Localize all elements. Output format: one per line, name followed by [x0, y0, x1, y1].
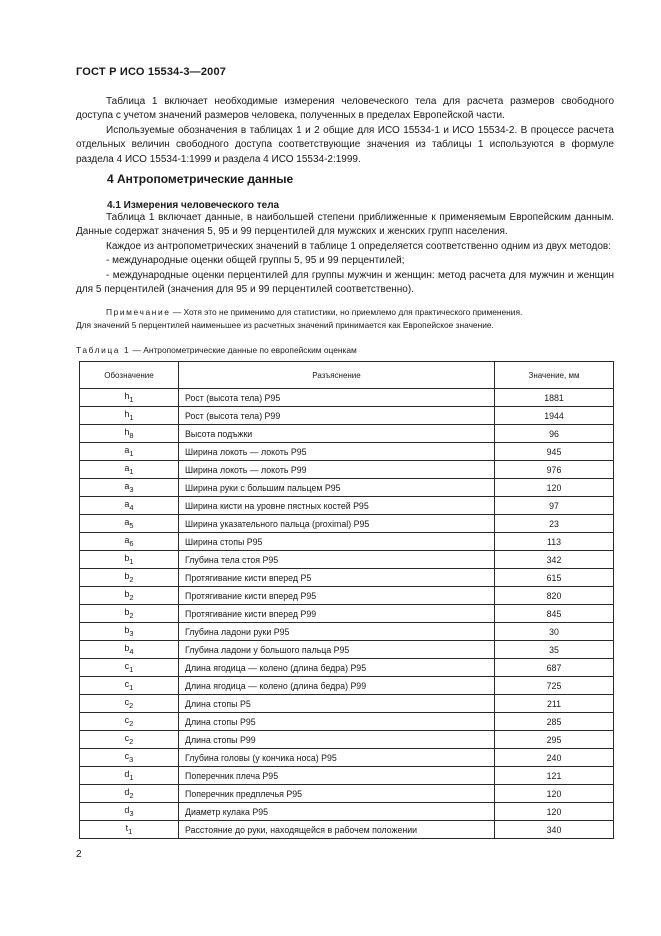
- cell-description: Диаметр кулака Р95: [179, 803, 495, 821]
- cell-description: Рост (высота тела) Р99: [179, 407, 495, 425]
- table-row: [80, 695, 614, 713]
- table-row: [80, 389, 614, 407]
- symbol-letter: d: [124, 787, 130, 798]
- cell-value: 945: [495, 443, 614, 461]
- cell-description: Ширина стопы Р95: [179, 533, 495, 551]
- table-caption-text: — Антропометрические данные по европейским оценкам: [130, 345, 357, 355]
- table-row: [80, 461, 614, 479]
- symbol-subscript: 1: [128, 826, 133, 836]
- cell-symbol: [80, 407, 179, 425]
- symbol-subscript: 2: [129, 736, 134, 746]
- cell-value: 121: [495, 767, 614, 785]
- cell-symbol: [80, 389, 179, 407]
- note-lead: Примечание: [106, 307, 171, 317]
- section-paragraph-1: Таблица 1 включает данные, в наибольшей степени приближенные к применяемым Европейским данным. Данные содержат значения 5, 95 и 99 перцентилей для мужских и женских групп населения.: [76, 212, 614, 238]
- table-row: [80, 767, 614, 785]
- table-row: [80, 443, 614, 461]
- symbol-letter: b: [124, 607, 130, 618]
- table-row: [80, 659, 614, 677]
- cell-description: Длина стопы Р99: [179, 731, 495, 749]
- cell-value: 615: [495, 569, 614, 587]
- table-row: [80, 731, 614, 749]
- intro-paragraph-2: Используемые обозначения в таблицах 1 и 2 общие для ИСО 15534-1 и ИСО 15534-2. В процессе расчета отдельных величин свободного доступа соответствующие значения из таблицы 1 используются в формуле раздела 4 ИСО 15534-1:1999 и раздела 4 ИСО 15534-2:1999.: [76, 124, 614, 165]
- table-row: [80, 803, 614, 821]
- cell-description: Рост (высота тела) Р95: [179, 389, 495, 407]
- symbol-letter: d: [124, 805, 130, 816]
- symbol-subscript: 2: [129, 592, 134, 602]
- table-caption-lead: Таблица 1: [76, 345, 131, 355]
- table-row: [80, 425, 614, 443]
- cell-symbol: [80, 803, 179, 821]
- cell-description: Протягивание кисти вперед Р95: [179, 587, 495, 605]
- cell-description: Протягивание кисти вперед Р99: [179, 605, 495, 623]
- cell-description: Длина ягодица — колено (длина бедра) Р95: [179, 659, 495, 677]
- symbol-subscript: 3: [129, 754, 134, 764]
- cell-value: 725: [495, 677, 614, 695]
- cell-value: 120: [495, 803, 614, 821]
- symbol-letter: a: [124, 535, 130, 546]
- cell-value: 342: [495, 551, 614, 569]
- symbol-subscript: 3: [129, 808, 134, 818]
- cell-symbol: [80, 785, 179, 803]
- subsection-title: 4.1 Измерения человеческого тела: [107, 200, 280, 211]
- cell-symbol: [80, 767, 179, 785]
- cell-description: Ширина кисти на уровне пястных костей Р95: [179, 497, 495, 515]
- section-paragraph-2: Каждое из антропометрических значений в таблице 1 определяется соответственно одним из двух методов:: [106, 240, 611, 252]
- table-row: [80, 605, 614, 623]
- symbol-subscript: 3: [129, 628, 134, 638]
- table-row: [80, 479, 614, 497]
- symbol-letter: c: [124, 751, 130, 762]
- symbol-subscript: 1: [129, 466, 134, 476]
- cell-description: Глубина ладони у большого пальца Р95: [179, 641, 495, 659]
- symbol-letter: c: [124, 697, 130, 708]
- cell-value: 113: [495, 533, 614, 551]
- symbol-subscript: 3: [129, 484, 134, 494]
- cell-value: 120: [495, 785, 614, 803]
- cell-symbol: [80, 443, 179, 461]
- cell-symbol: [80, 425, 179, 443]
- table-row: [80, 551, 614, 569]
- cell-value: 295: [495, 731, 614, 749]
- section-title: 4 Антропометрические данные: [107, 172, 294, 186]
- table-row: [80, 641, 614, 659]
- cell-description: Глубина головы (у кончика носа) Р95: [179, 749, 495, 767]
- cell-description: Ширина локоть — локоть Р95: [179, 443, 495, 461]
- cell-value: 1944: [495, 407, 614, 425]
- cell-symbol: [80, 659, 179, 677]
- cell-value: 35: [495, 641, 614, 659]
- document-header: ГОСТ Р ИСО 15534-3—2007: [76, 66, 227, 78]
- cell-symbol: [80, 605, 179, 623]
- intro-paragraph-1: Таблица 1 включает необходимые измерения человеческого тела для расчета размеров свободного доступа с учетом значений размеров человека, полученных в пределах Европейской части.: [76, 96, 614, 122]
- table-row: [80, 623, 614, 641]
- cell-description: Длина стопы Р5: [179, 695, 495, 713]
- cell-description: Длина ягодица — колено (длина бедра) Р99: [179, 677, 495, 695]
- symbol-subscript: 1: [129, 682, 134, 692]
- symbol-subscript: 1: [129, 394, 134, 404]
- cell-symbol: [80, 515, 179, 533]
- table-row: [80, 497, 614, 515]
- cell-symbol: [80, 749, 179, 767]
- table-row: [80, 587, 614, 605]
- list-item: - международные оценки перцентилей для группы мужчин и женщин: метод расчета для мужчин и женщин для 5 перцентилей (значения для 95 и 99 перцентилей соответственно).: [76, 269, 614, 296]
- cell-value: 240: [495, 749, 614, 767]
- symbol-subscript: 1: [129, 412, 134, 422]
- list-item: - международные оценки общей группы 5, 95 и 99 перцентилей;: [106, 255, 405, 267]
- note-block: [76, 306, 614, 332]
- cell-symbol: [80, 731, 179, 749]
- cell-symbol: [80, 623, 179, 641]
- table-header-row: [80, 362, 614, 389]
- table-row: [80, 407, 614, 425]
- intro-block: [76, 95, 614, 167]
- symbol-subscript: 2: [129, 610, 134, 620]
- symbol-letter: c: [124, 661, 130, 672]
- cell-description: Протягивание кисти вперед Р5: [179, 569, 495, 587]
- symbol-letter: b: [124, 589, 130, 600]
- symbol-letter: h: [124, 427, 130, 438]
- symbol-subscript: 1: [129, 772, 134, 782]
- symbol-letter: b: [124, 571, 130, 582]
- cell-symbol: [80, 695, 179, 713]
- table-row: [80, 713, 614, 731]
- cell-value: 97: [495, 497, 614, 515]
- symbol-letter: c: [124, 679, 130, 690]
- cell-symbol: [80, 461, 179, 479]
- symbol-subscript: 2: [129, 718, 134, 728]
- cell-description: Глубина ладони руки Р95: [179, 623, 495, 641]
- cell-value: 211: [495, 695, 614, 713]
- cell-symbol: [80, 587, 179, 605]
- cell-value: 1881: [495, 389, 614, 407]
- table-row: [80, 569, 614, 587]
- cell-symbol: [80, 533, 179, 551]
- symbol-subscript: 4: [129, 502, 134, 512]
- note-line-2: Для значений 5 перцентилей наименьшее из расчетных значений принимается как Европейское значение.: [76, 320, 494, 330]
- cell-description: Расстояние до руки, находящейся в рабочем положении: [179, 821, 495, 839]
- cell-description: Ширина указательного пальца (proximal) Р95: [179, 515, 495, 533]
- cell-value: 23: [495, 515, 614, 533]
- table-caption: [76, 345, 357, 355]
- cell-description: Ширина локоть — локоть Р99: [179, 461, 495, 479]
- cell-description: Длина стопы Р95: [179, 713, 495, 731]
- cell-symbol: [80, 497, 179, 515]
- header-description: Разъяснение: [179, 362, 495, 389]
- cell-symbol: [80, 479, 179, 497]
- table-row: [80, 749, 614, 767]
- symbol-letter: a: [124, 517, 130, 528]
- table-row: [80, 515, 614, 533]
- symbol-letter: c: [124, 715, 130, 726]
- cell-symbol: [80, 569, 179, 587]
- table-row: [80, 677, 614, 695]
- symbol-letter: b: [124, 553, 130, 564]
- note-text: — Хотя это не применимо для статистики, но приемлемо для практического применения.: [170, 307, 523, 317]
- cell-value: 96: [495, 425, 614, 443]
- symbol-letter: b: [124, 643, 130, 654]
- symbol-subscript: 4: [129, 646, 134, 656]
- symbol-subscript: 1: [129, 664, 134, 674]
- symbol-letter: a: [124, 463, 130, 474]
- anthropometric-table: [79, 361, 614, 839]
- table-row: [80, 785, 614, 803]
- symbol-subscript: 1: [129, 448, 134, 458]
- cell-description: Поперечник плеча Р95: [179, 767, 495, 785]
- symbol-subscript: 8: [129, 430, 134, 440]
- cell-value: 285: [495, 713, 614, 731]
- cell-symbol: [80, 677, 179, 695]
- cell-value: 340: [495, 821, 614, 839]
- cell-description: Поперечник предплечья Р95: [179, 785, 495, 803]
- cell-description: Глубина тела стоя Р95: [179, 551, 495, 569]
- cell-symbol: [80, 713, 179, 731]
- symbol-letter: d: [124, 769, 130, 780]
- cell-value: 820: [495, 587, 614, 605]
- symbol-subscript: 5: [129, 520, 134, 530]
- symbol-letter: h: [124, 391, 130, 402]
- cell-value: 120: [495, 479, 614, 497]
- symbol-letter: b: [124, 625, 130, 636]
- cell-value: 687: [495, 659, 614, 677]
- symbol-letter: a: [124, 481, 130, 492]
- header-symbol: Обозначение: [80, 362, 179, 389]
- section-body: [76, 211, 614, 297]
- symbol-letter: a: [124, 445, 130, 456]
- cell-description: Ширина руки с большим пальцем Р95: [179, 479, 495, 497]
- symbol-letter: t: [125, 823, 129, 834]
- table-row: [80, 821, 614, 839]
- symbol-subscript: 2: [129, 790, 134, 800]
- symbol-letter: c: [124, 733, 130, 744]
- symbol-subscript: 6: [129, 538, 134, 548]
- cell-value: 30: [495, 623, 614, 641]
- cell-value: 845: [495, 605, 614, 623]
- page-number: 2: [76, 849, 82, 860]
- symbol-letter: a: [124, 499, 130, 510]
- cell-symbol: [80, 641, 179, 659]
- symbol-subscript: 2: [129, 574, 134, 584]
- table-row: [80, 533, 614, 551]
- cell-description: Высота подъжки: [179, 425, 495, 443]
- header-value: Значение, мм: [495, 362, 614, 389]
- symbol-letter: h: [124, 409, 130, 420]
- cell-value: 976: [495, 461, 614, 479]
- symbol-subscript: 1: [129, 556, 134, 566]
- cell-symbol: [80, 551, 179, 569]
- symbol-subscript: 2: [129, 700, 134, 710]
- cell-symbol: [80, 821, 179, 839]
